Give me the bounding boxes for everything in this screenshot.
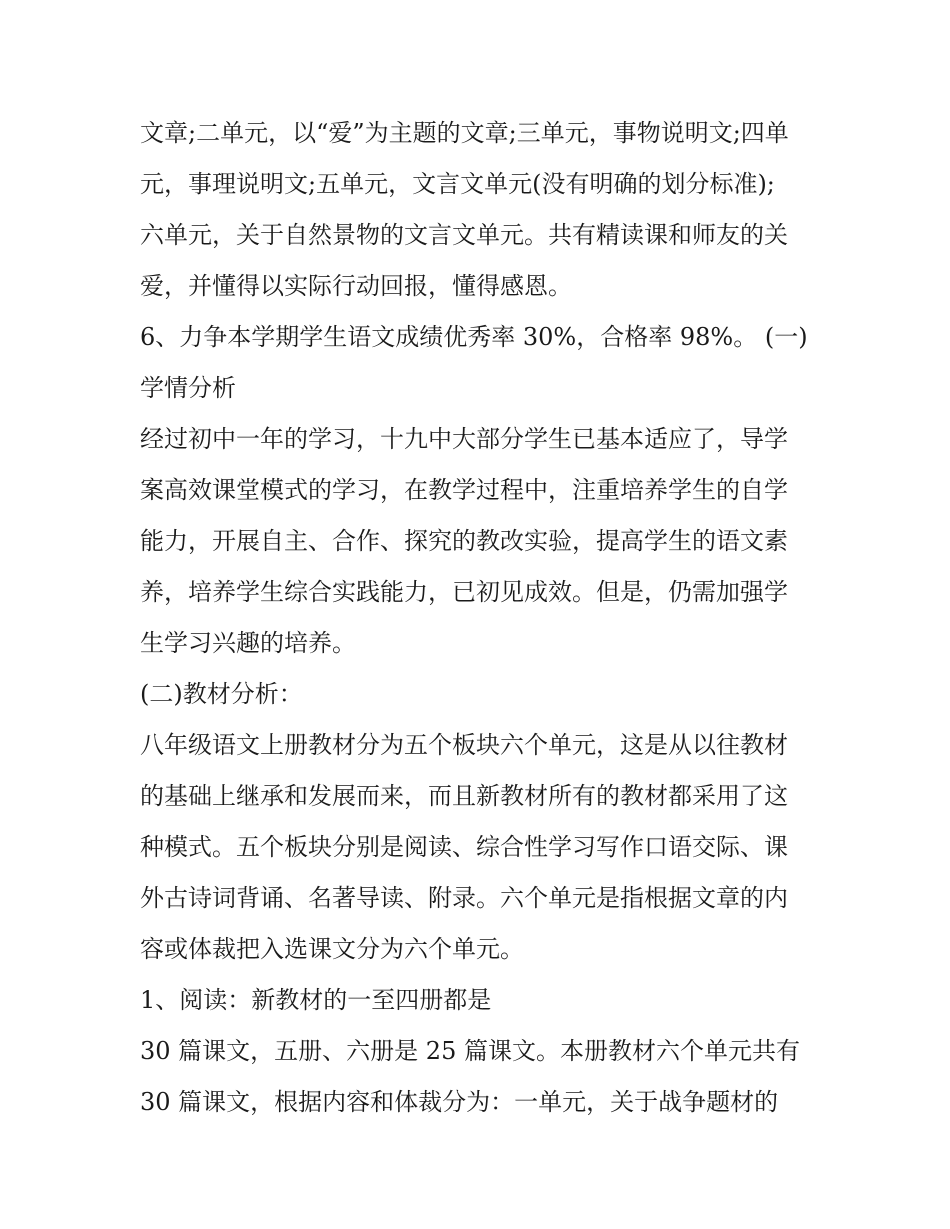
text-line: 6、力争本学期学生语文成绩优秀率 30%，合格率 98%。 (一) [140, 323, 808, 351]
text-line: 能力，开展自主、合作、探究的教改实验，提高学生的语文素 [140, 527, 788, 555]
text-line: 养，培养学生综合实践能力，已初见成效。但是，仍需加强学 [140, 578, 788, 606]
text-line: 容或体裁把入选课文分为六个单元。 [140, 935, 524, 963]
text-line: 外古诗词背诵、名著导读、附录。六个单元是指根据文章的内 [140, 884, 788, 912]
text-line: 元，事理说明文;五单元，文言文单元(没有明确的划分标准); [140, 170, 775, 198]
text-line: 30 篇课文，五册、六册是 25 篇课文。本册教材六个单元共有 [140, 1037, 800, 1065]
text-line: 六单元，关于自然景物的文言文单元。共有精读课和师友的关 [140, 221, 788, 249]
text-line: 文章;二单元，以“爱”为主题的文章;三单元，事物说明文;四单 [140, 119, 789, 147]
text-line: 生学习兴趣的培养。 [140, 629, 356, 657]
section-heading: 学情分析 [140, 374, 236, 402]
text-line: 30 篇课文，根据内容和体裁分为：一单元，关于战争题材的 [140, 1088, 779, 1116]
text-line: 爱，并懂得以实际行动回报，懂得感恩。 [140, 272, 572, 300]
text-line: 案高效课堂模式的学习，在教学过程中，注重培养学生的自学 [140, 476, 788, 504]
document-body [140, 108, 820, 1128]
section-heading: (二)教材分析： [140, 680, 303, 708]
text-line: 八年级语文上册教材分为五个板块六个单元，这是从以往教材 [140, 731, 788, 759]
text-line: 种模式。五个板块分别是阅读、综合性学习写作口语交际、课 [140, 833, 788, 861]
text-line: 1、阅读：新教材的一至四册都是 [140, 986, 492, 1014]
text-line: 的基础上继承和发展而来，而且新教材所有的教材都采用了这 [140, 782, 788, 810]
text-line: 经过初中一年的学习，十九中大部分学生已基本适应了，导学 [140, 425, 788, 453]
